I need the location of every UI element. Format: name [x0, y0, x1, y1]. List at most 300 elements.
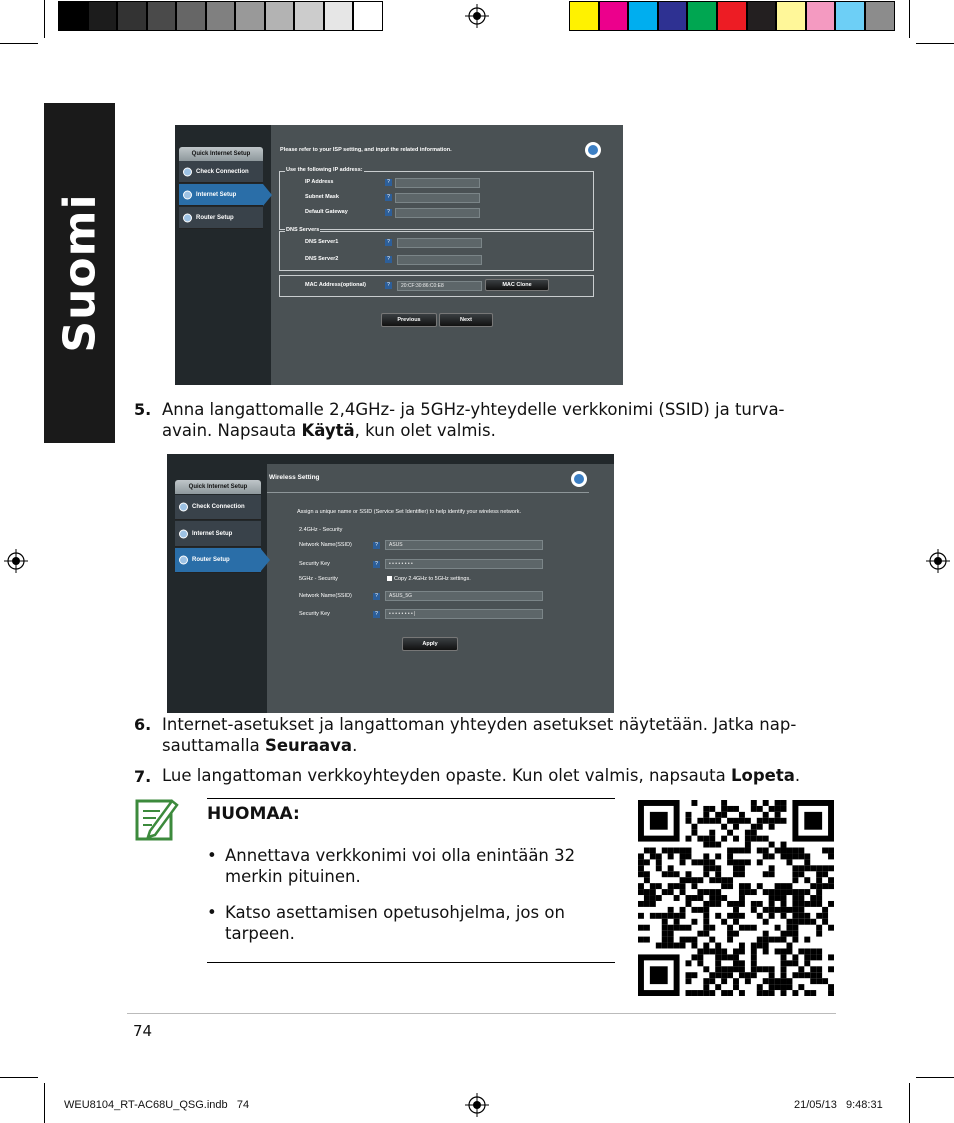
- qr-module: [721, 877, 727, 883]
- qr-module: [769, 865, 775, 871]
- qr-module: [721, 824, 727, 830]
- qr-module: [733, 806, 739, 812]
- process-swatch: [747, 1, 777, 31]
- qr-module: [697, 859, 703, 865]
- qr-module: [691, 883, 697, 889]
- qr-module: [691, 907, 697, 913]
- qr-module: [745, 889, 751, 895]
- qr-module: [697, 836, 703, 842]
- next-button[interactable]: Next: [439, 313, 493, 327]
- note-pencil-icon: [134, 795, 180, 843]
- qr-module: [757, 806, 763, 812]
- crop-mark: [44, 1083, 45, 1123]
- qr-module: [781, 800, 787, 806]
- qr-module: [798, 913, 804, 919]
- process-swatch: [806, 1, 836, 31]
- key-5-input[interactable]: • • • • • • • • |: [385, 609, 543, 619]
- qr-module: [798, 966, 804, 972]
- qr-module: [703, 859, 709, 865]
- help-icon[interactable]: ?: [385, 239, 392, 246]
- qr-module: [775, 907, 781, 913]
- qr-module: [686, 990, 692, 996]
- menu-item-internet-setup[interactable]: Internet Setup: [179, 184, 263, 206]
- qr-module: [769, 842, 775, 848]
- qr-module: [745, 818, 751, 824]
- qr-module: [798, 972, 804, 978]
- qr-module: [727, 966, 733, 972]
- qr-module: [804, 919, 810, 925]
- apply-button[interactable]: Apply: [402, 637, 458, 651]
- qr-module: [644, 859, 650, 865]
- key-24-input[interactable]: • • • • • • • •: [385, 559, 543, 569]
- qr-module: [792, 913, 798, 919]
- qr-module: [769, 895, 775, 901]
- qr-module: [781, 889, 787, 895]
- qr-module: [757, 824, 763, 830]
- qr-module: [798, 907, 804, 913]
- qr-module: [709, 877, 715, 883]
- qr-module: [804, 901, 810, 907]
- qr-module: [751, 972, 757, 978]
- qr-module: [727, 877, 733, 883]
- qr-module: [697, 877, 703, 883]
- qr-module: [816, 913, 822, 919]
- qr-module: [763, 907, 769, 913]
- qr-module: [757, 943, 763, 949]
- qr-module: [668, 937, 674, 943]
- qr-module: [828, 853, 834, 859]
- qr-module: [709, 806, 715, 812]
- qr-module: [697, 960, 703, 966]
- qr-module: [763, 978, 769, 984]
- qr-module: [703, 984, 709, 990]
- qr-module: [781, 984, 787, 990]
- qr-module: [763, 871, 769, 877]
- process-swatch: [776, 1, 806, 31]
- dns-server1-label: DNS Server1: [305, 239, 339, 245]
- qr-module: [769, 818, 775, 824]
- home-icon[interactable]: [585, 142, 601, 158]
- ssid-5-input[interactable]: ASUS_5G: [385, 591, 543, 601]
- qr-module: [686, 925, 692, 931]
- qr-module: [733, 859, 739, 865]
- qr-module: [816, 978, 822, 984]
- qr-module: [816, 895, 822, 901]
- qr-module: [822, 978, 828, 984]
- qr-module: [674, 871, 680, 877]
- qr-module: [638, 901, 644, 907]
- qr-module: [739, 913, 745, 919]
- qr-module: [733, 960, 739, 966]
- qr-module: [727, 853, 733, 859]
- qr-module: [662, 913, 668, 919]
- qr-module: [715, 960, 721, 966]
- qr-module: [733, 818, 739, 824]
- qr-module: [763, 966, 769, 972]
- qr-module: [686, 818, 692, 824]
- copy-settings-label: Copy 2.4GHz to 5GHz settings.: [394, 576, 471, 582]
- qr-module: [697, 948, 703, 954]
- language-side-tab: [44, 103, 115, 443]
- qr-module: [781, 954, 787, 960]
- qr-module: [757, 836, 763, 842]
- qr-module: [715, 972, 721, 978]
- qr-module: [816, 901, 822, 907]
- router-setup-icon: [179, 556, 188, 565]
- qr-module: [680, 907, 686, 913]
- dns-group-legend: DNS Servers: [286, 227, 320, 233]
- qr-module: [810, 948, 816, 954]
- qr-module: [786, 883, 792, 889]
- qr-module: [769, 853, 775, 859]
- help-icon[interactable]: ?: [385, 194, 392, 201]
- qr-module: [733, 907, 739, 913]
- dns-server2-input[interactable]: [397, 255, 482, 265]
- crop-mark: [0, 43, 38, 44]
- qr-module: [721, 806, 727, 812]
- qr-module: [733, 919, 739, 925]
- qr-module: [792, 907, 798, 913]
- qr-finder-module: [804, 812, 822, 830]
- gray-swatch: [147, 1, 177, 31]
- qr-module: [703, 990, 709, 996]
- qr-module: [739, 848, 745, 854]
- dns-server1-input[interactable]: [397, 238, 482, 248]
- menu-item-internet-setup[interactable]: Internet Setup: [175, 521, 261, 547]
- subnet-mask-label: Subnet Mask: [305, 194, 339, 200]
- qr-module: [816, 877, 822, 883]
- qr-module: [751, 800, 757, 806]
- qr-module: [769, 966, 775, 972]
- wireless-setting-title: Wireless Setting: [269, 474, 320, 481]
- help-icon[interactable]: ?: [385, 209, 392, 216]
- default-gateway-label: Default Gateway: [305, 209, 348, 215]
- quick-setup-menu-title: Quick Internet Setup: [175, 480, 261, 494]
- help-icon[interactable]: ?: [373, 611, 380, 618]
- qr-module: [715, 966, 721, 972]
- qr-module: [739, 889, 745, 895]
- qr-module: [739, 895, 745, 901]
- qr-module: [703, 907, 709, 913]
- qr-module: [668, 865, 674, 871]
- qr-module: [668, 871, 674, 877]
- language-label: Suomi: [54, 193, 105, 353]
- qr-module: [662, 848, 668, 854]
- qr-module: [804, 937, 810, 943]
- previous-button[interactable]: Previous: [381, 313, 437, 327]
- qr-module: [739, 818, 745, 824]
- qr-module: [733, 948, 739, 954]
- qr-module: [721, 972, 727, 978]
- qr-module: [727, 990, 733, 996]
- qr-module: [703, 818, 709, 824]
- qr-module: [792, 937, 798, 943]
- menu-item-router-setup[interactable]: Router Setup: [179, 207, 263, 229]
- screenshot-topbar: [267, 454, 614, 464]
- help-icon[interactable]: ?: [385, 179, 392, 186]
- help-icon[interactable]: ?: [385, 282, 392, 289]
- qr-module: [810, 919, 816, 925]
- qr-module: [721, 990, 727, 996]
- key-5-label: Security Key: [299, 611, 330, 617]
- gray-swatch: [235, 1, 265, 31]
- qr-module: [680, 943, 686, 949]
- qr-module: [644, 901, 650, 907]
- qr-code[interactable]: [637, 800, 835, 996]
- qr-module: [721, 883, 727, 889]
- qr-module: [792, 954, 798, 960]
- qr-module: [656, 943, 662, 949]
- wireless-setting-screenshot: [167, 454, 614, 713]
- qr-module: [733, 824, 739, 830]
- footer-timestamp: 21/05/13 9:48:31: [794, 1099, 883, 1111]
- qr-module: [804, 960, 810, 966]
- qr-module: [674, 943, 680, 949]
- qr-module: [638, 889, 644, 895]
- qr-module: [691, 954, 697, 960]
- qr-module: [727, 937, 733, 943]
- internet-setup-icon: [183, 190, 192, 199]
- qr-module: [786, 943, 792, 949]
- process-swatch: [599, 1, 629, 31]
- qr-module: [721, 812, 727, 818]
- qr-module: [739, 901, 745, 907]
- qr-module: [691, 800, 697, 806]
- qr-module: [703, 853, 709, 859]
- copy-settings-checkbox[interactable]: [387, 576, 392, 581]
- home-icon[interactable]: [571, 471, 587, 487]
- qr-module: [691, 943, 697, 949]
- qr-module: [769, 901, 775, 907]
- qr-module: [775, 984, 781, 990]
- default-gateway-input[interactable]: [395, 208, 480, 218]
- help-icon[interactable]: ?: [373, 542, 380, 549]
- dns-server2-label: DNS Server2: [305, 256, 339, 262]
- qr-module: [715, 943, 721, 949]
- quick-setup-menu-title: Quick Internet Setup: [179, 147, 263, 161]
- qr-module: [792, 901, 798, 907]
- qr-module: [638, 865, 644, 871]
- qr-module: [751, 830, 757, 836]
- qr-module: [798, 948, 804, 954]
- qr-module: [745, 830, 751, 836]
- qr-module: [810, 901, 816, 907]
- mac-clone-button[interactable]: MAC Clone: [485, 279, 549, 291]
- help-icon[interactable]: ?: [373, 561, 380, 568]
- help-icon[interactable]: ?: [373, 593, 380, 600]
- ip-address-input[interactable]: [395, 178, 480, 188]
- gray-swatch: [353, 1, 383, 31]
- qr-module: [697, 907, 703, 913]
- qr-module: [769, 806, 775, 812]
- qr-module: [822, 848, 828, 854]
- qr-module: [769, 978, 775, 984]
- menu-item-router-setup[interactable]: Router Setup: [175, 548, 261, 573]
- qr-module: [822, 871, 828, 877]
- qr-module: [697, 990, 703, 996]
- qr-module: [786, 853, 792, 859]
- step-7-text: Lue langattoman verkkoyhteyden opaste. Kun olet valmis, napsauta Lopeta.: [162, 766, 801, 785]
- qr-module: [739, 865, 745, 871]
- qr-module: [739, 990, 745, 996]
- qr-module: [781, 818, 787, 824]
- step-6-number: 6.: [134, 715, 152, 734]
- qr-module: [638, 925, 644, 931]
- qr-module: [656, 895, 662, 901]
- qr-module: [644, 925, 650, 931]
- qr-module: [739, 859, 745, 865]
- qr-module: [733, 931, 739, 937]
- qr-module: [828, 990, 834, 996]
- registration-mark-icon: [465, 4, 489, 28]
- qr-module: [668, 883, 674, 889]
- qr-module: [727, 806, 733, 812]
- qr-module: [757, 859, 763, 865]
- qr-module: [644, 877, 650, 883]
- crop-mark: [44, 0, 45, 38]
- qr-module: [757, 913, 763, 919]
- qr-module: [769, 990, 775, 996]
- subnet-mask-input[interactable]: [395, 193, 480, 203]
- qr-module: [715, 877, 721, 883]
- qr-module: [757, 937, 763, 943]
- finish-keyword: Lopeta: [731, 766, 795, 785]
- qr-module: [697, 818, 703, 824]
- qr-module: [792, 960, 798, 966]
- qr-module: [775, 800, 781, 806]
- qr-module: [662, 889, 668, 895]
- ssid-5-label: Network Name(SSID): [299, 593, 352, 599]
- qr-module: [715, 865, 721, 871]
- qr-module: [781, 931, 787, 937]
- qr-module: [816, 948, 822, 954]
- qr-module: [786, 907, 792, 913]
- process-swatch: [658, 1, 688, 31]
- menu-item-check-connection[interactable]: Check Connection: [175, 495, 261, 520]
- qr-module: [727, 925, 733, 931]
- qr-module: [804, 877, 810, 883]
- qr-module: [828, 925, 834, 931]
- footer-file-info: WEU8104_RT-AC68U_QSG.indb 74: [64, 1099, 250, 1111]
- qr-module: [686, 901, 692, 907]
- gray-swatch: [58, 1, 88, 31]
- qr-module: [775, 883, 781, 889]
- gray-swatch: [117, 1, 147, 31]
- qr-module: [668, 943, 674, 949]
- qr-module: [656, 859, 662, 865]
- qr-module: [709, 818, 715, 824]
- qr-module: [775, 948, 781, 954]
- qr-module: [810, 895, 816, 901]
- qr-module: [792, 990, 798, 996]
- qr-module: [828, 883, 834, 889]
- qr-module: [822, 919, 828, 925]
- qr-module: [650, 848, 656, 854]
- qr-module: [691, 895, 697, 901]
- process-swatch: [687, 1, 717, 31]
- instruction-text: Assign a unique name or SSID (Service Set Identifier) to help identify your wireless network.: [297, 509, 522, 515]
- qr-module: [781, 978, 787, 984]
- qr-module: [786, 948, 792, 954]
- qr-module: [786, 859, 792, 865]
- crop-mark: [916, 43, 954, 44]
- gray-swatch: [206, 1, 236, 31]
- ip-address-label: IP Address: [305, 179, 334, 185]
- qr-module: [703, 919, 709, 925]
- qr-module: [816, 925, 822, 931]
- qr-module: [798, 871, 804, 877]
- help-icon[interactable]: ?: [385, 256, 392, 263]
- qr-module: [715, 853, 721, 859]
- qr-module: [775, 925, 781, 931]
- qr-module: [828, 865, 834, 871]
- qr-module: [680, 925, 686, 931]
- note-bottom-rule: [207, 962, 615, 963]
- qr-module: [644, 871, 650, 877]
- qr-module: [781, 948, 787, 954]
- qr-module: [644, 889, 650, 895]
- qr-module: [668, 913, 674, 919]
- qr-module: [763, 836, 769, 842]
- instruction-text: Please refer to your ISP setting, and input the related information.: [280, 147, 452, 153]
- mac-address-label: MAC Address(optional): [305, 282, 366, 288]
- qr-module: [709, 830, 715, 836]
- qr-module: [769, 937, 775, 943]
- qr-module: [804, 990, 810, 996]
- qr-module: [680, 937, 686, 943]
- qr-module: [739, 883, 745, 889]
- ssid-24-input[interactable]: ASUS: [385, 540, 543, 550]
- check-connection-icon: [183, 167, 192, 176]
- menu-item-check-connection[interactable]: Check Connection: [179, 161, 263, 183]
- qr-module: [781, 883, 787, 889]
- key-24-label: Security Key: [299, 561, 330, 567]
- qr-module: [798, 919, 804, 925]
- qr-module: [751, 925, 757, 931]
- qr-module: [781, 901, 787, 907]
- qr-module: [739, 871, 745, 877]
- qr-module: [775, 895, 781, 901]
- qr-module: [769, 972, 775, 978]
- qr-module: [709, 836, 715, 842]
- qr-module: [638, 871, 644, 877]
- qr-module: [709, 925, 715, 931]
- qr-module: [822, 883, 828, 889]
- mac-address-input[interactable]: 20:CF:30:86:C0:E8: [397, 281, 482, 291]
- qr-module: [798, 901, 804, 907]
- qr-module: [703, 978, 709, 984]
- qr-module: [656, 853, 662, 859]
- qr-module: [733, 954, 739, 960]
- qr-module: [786, 889, 792, 895]
- qr-module: [703, 842, 709, 848]
- qr-module: [715, 889, 721, 895]
- qr-module: [745, 978, 751, 984]
- qr-module: [674, 883, 680, 889]
- qr-module: [703, 901, 709, 907]
- step-6-text: Internet-asetukset ja langattoman yhteyden asetukset näytetään. Jatka nap- sauttamalla Seuraava.: [162, 715, 797, 755]
- qr-module: [644, 895, 650, 901]
- qr-module: [828, 984, 834, 990]
- qr-module: [733, 848, 739, 854]
- qr-module: [656, 883, 662, 889]
- qr-module: [792, 889, 798, 895]
- qr-module: [686, 972, 692, 978]
- qr-module: [721, 895, 727, 901]
- qr-module: [662, 931, 668, 937]
- qr-module: [644, 848, 650, 854]
- qr-module: [751, 960, 757, 966]
